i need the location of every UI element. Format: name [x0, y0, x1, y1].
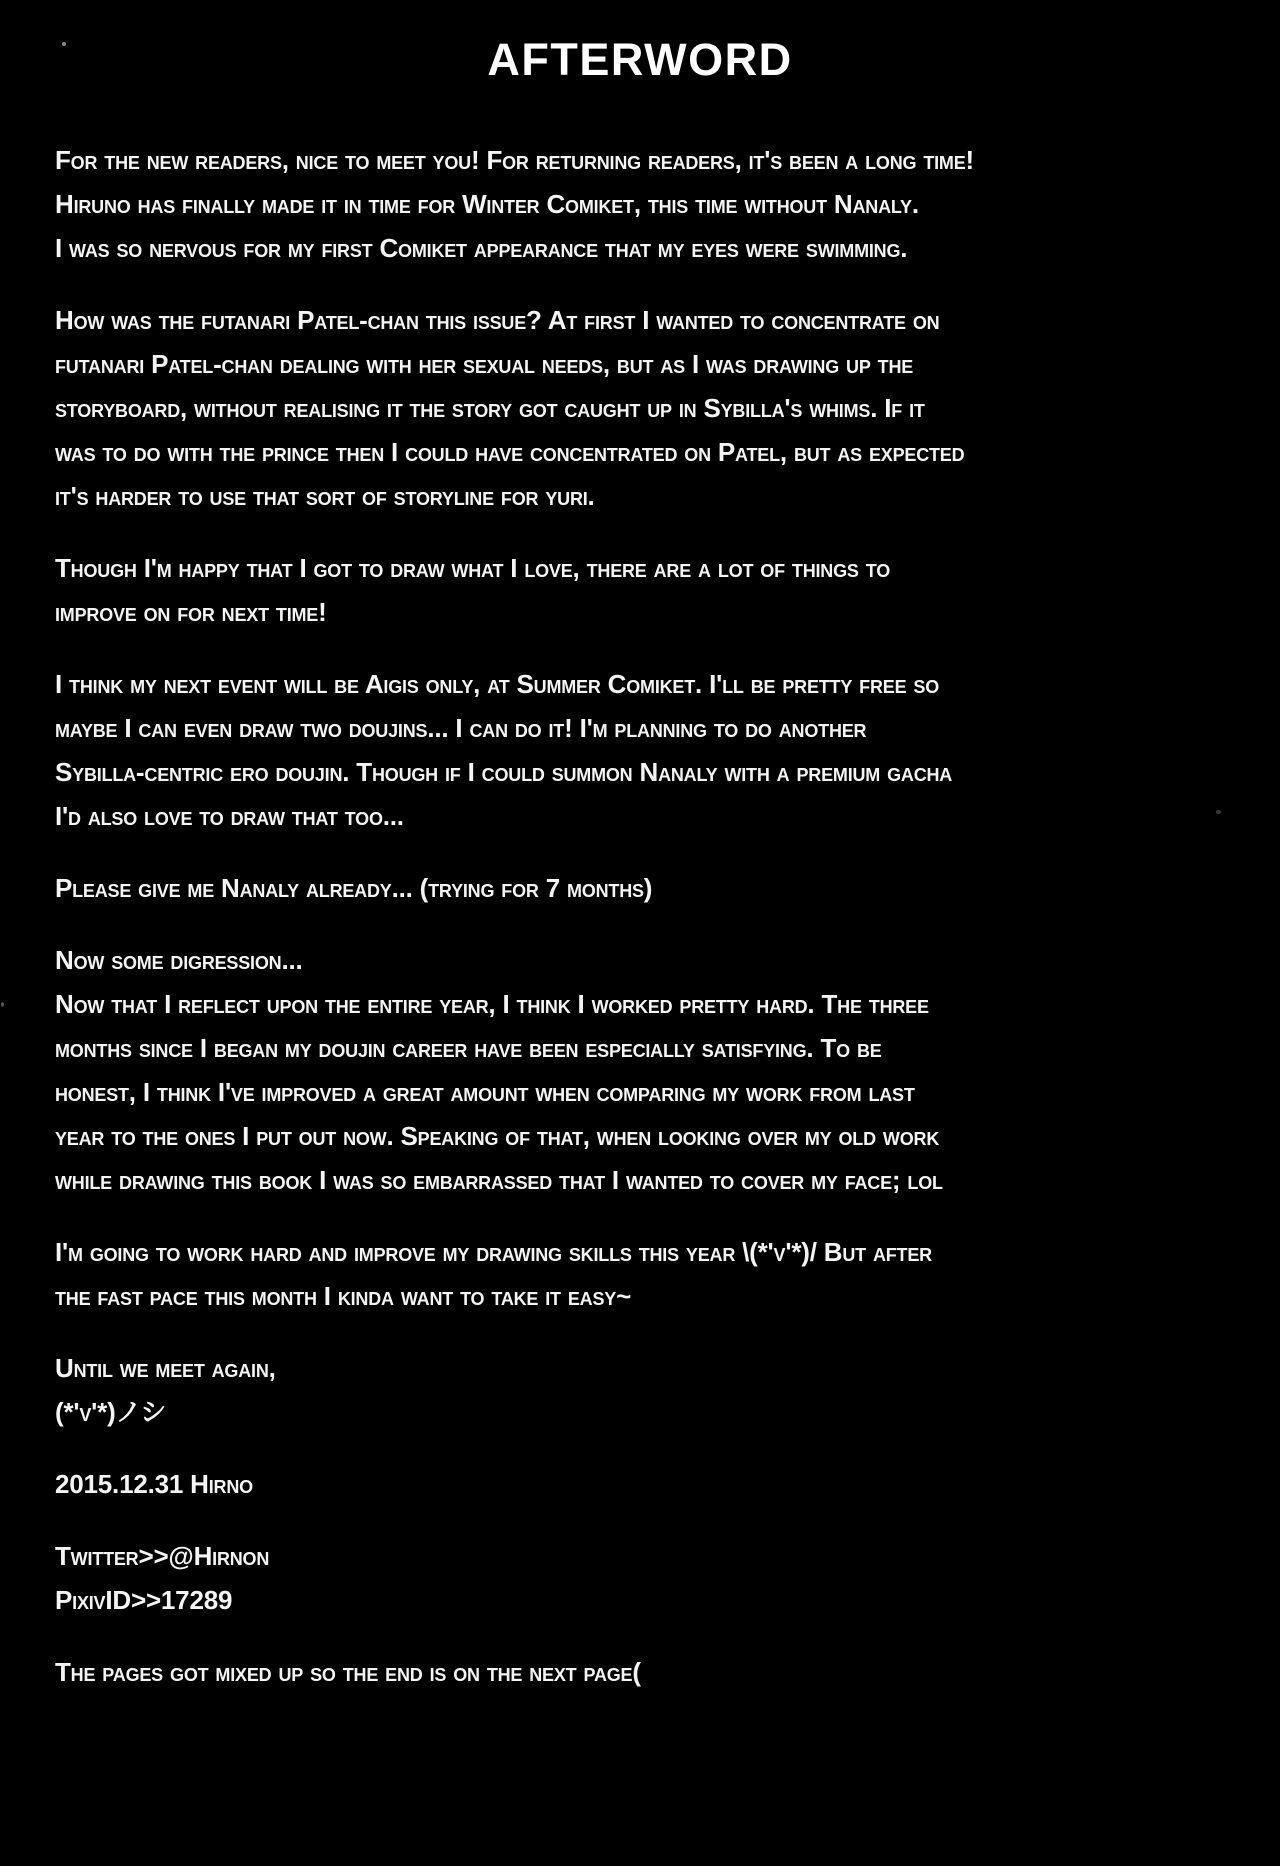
- paragraph-page-note: [55, 1650, 1238, 1694]
- page-title: AFTERWORD: [487, 34, 793, 85]
- dust-speck: [62, 42, 66, 46]
- paragraph-next-event-plans: [55, 662, 1238, 838]
- text-line: it's harder to use that sort of storyline for yuri.: [55, 481, 595, 511]
- text-line: months since I began my doujin career have been especially satisfying. To be: [55, 1033, 882, 1063]
- date-signature-line: 2015.12.31 Hirno: [55, 1469, 253, 1499]
- paragraph-reflection: [55, 546, 1238, 634]
- text-line: Hiruno has finally made it in time for Winter Comiket, this time without Nanaly.: [55, 189, 919, 219]
- paragraph-intro: [55, 138, 1238, 270]
- twitter-handle: Twitter>>@Hirnon: [55, 1541, 270, 1571]
- text-line: The pages got mixed up so the end is on the next page(: [55, 1657, 641, 1687]
- text-line: futanari Patel-chan dealing with her sexual needs, but as I was drawing up the: [55, 349, 914, 379]
- text-line: Until we meet again,: [55, 1353, 276, 1383]
- pixiv-id: PixivID>>17289: [55, 1585, 233, 1615]
- dust-speck: [1216, 810, 1221, 814]
- kaomoji-wave: (*'v'*)ノシ: [55, 1397, 167, 1427]
- text-line: honest, I think I've improved a great amount when comparing my work from last: [55, 1077, 915, 1107]
- text-line: I was so nervous for my first Comiket appearance that my eyes were swimming.: [55, 233, 908, 263]
- text-line: improve on for next time!: [55, 597, 327, 627]
- afterword-body: [55, 138, 1238, 1694]
- text-line: Now some digression...: [55, 945, 303, 975]
- paragraph-date-signature: [55, 1462, 1238, 1506]
- paragraph-resolution: [55, 1230, 1238, 1318]
- text-line: was to do with the prince then I could have concentrated on Patel, but as expected: [55, 437, 965, 467]
- paragraph-nanaly-plea: [55, 866, 1238, 910]
- text-line: Sybilla-centric ero doujin. Though if I could summon Nanaly with a premium gacha: [55, 757, 953, 787]
- text-line: I'd also love to draw that too...: [55, 801, 404, 831]
- dust-speck: [1, 1002, 4, 1007]
- text-line: How was the futanari Patel-chan this issue? At first I wanted to concentrate on: [55, 305, 940, 335]
- text-line: I'm going to work hard and improve my drawing skills this year \(*'v'*)/ But after: [55, 1237, 932, 1267]
- paragraph-patel-chan-discussion: [55, 298, 1238, 518]
- paragraph-farewell: [55, 1346, 1238, 1434]
- text-line: Please give me Nanaly already... (trying for 7 months): [55, 873, 653, 903]
- text-line: year to the ones I put out now. Speaking of that, when looking over my old work: [55, 1121, 940, 1151]
- text-line: I think my next event will be Aigis only, at Summer Comiket. I'll be pretty free so: [55, 669, 939, 699]
- paragraph-contact-links: [55, 1534, 1238, 1622]
- text-line: while drawing this book I was so embarrassed that I wanted to cover my face; lol: [55, 1165, 943, 1195]
- text-line: For the new readers, nice to meet you! For returning readers, it's been a long time!: [55, 145, 974, 175]
- text-line: the fast pace this month I kinda want to take it easy~: [55, 1281, 632, 1311]
- paragraph-digression: [55, 938, 1238, 1202]
- text-line: storyboard, without realising it the story got caught up in Sybilla's whims. If it: [55, 393, 925, 423]
- text-line: Now that I reflect upon the entire year, I think I worked pretty hard. The three: [55, 989, 929, 1019]
- text-line: maybe I can even draw two doujins... I can do it! I'm planning to do another: [55, 713, 867, 743]
- text-line: Though I'm happy that I got to draw what I love, there are a lot of things to: [55, 553, 891, 583]
